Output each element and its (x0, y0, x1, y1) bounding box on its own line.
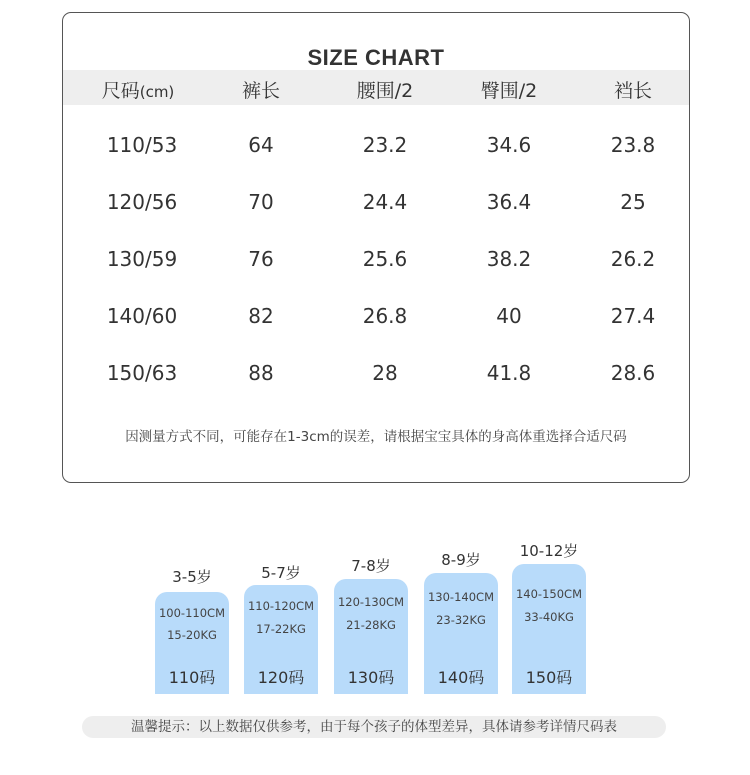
age-weight: 21-28KG (346, 618, 396, 632)
cell-hip: 38.2 (486, 247, 532, 271)
cell-hip: 41.8 (486, 361, 532, 385)
cell-hip: 36.4 (486, 190, 532, 214)
age-label: 3-5岁 (172, 568, 212, 586)
age-guide-item (244, 559, 318, 694)
cell-waist: 25.6 (362, 247, 408, 271)
cell-pants-length: 70 (248, 190, 274, 214)
measurement-note: 因测量方式不同，可能存在1-3cm的误差，请根据宝宝具体的身高体重选择合适尺码 (125, 429, 627, 445)
age-label: 10-12岁 (519, 542, 579, 560)
age-guide-item (155, 562, 229, 694)
age-weight: 15-20KG (167, 628, 217, 642)
age-size-code: 120码 (257, 668, 305, 687)
cell-pants-length: 76 (248, 247, 274, 271)
age-height: 110-120CM (247, 599, 314, 613)
age-height: 140-150CM (515, 587, 582, 601)
table-row (63, 304, 689, 334)
cell-size: 120/56 (106, 190, 178, 214)
cell-waist: 28 (372, 361, 398, 385)
cell-size: 140/60 (106, 304, 178, 328)
cell-size: 130/59 (106, 247, 178, 271)
cell-crotch: 28.6 (610, 361, 656, 385)
age-size-box (334, 579, 408, 694)
header-crotch: 裆长 (613, 80, 653, 102)
table-row (63, 133, 689, 163)
table-row (63, 361, 689, 391)
age-height: 130-140CM (427, 590, 494, 604)
age-size-code: 110码 (168, 668, 216, 687)
cell-waist: 24.4 (362, 190, 408, 214)
size-chart-card (62, 12, 690, 483)
size-chart-title: SIZE CHART (307, 45, 445, 70)
age-weight: 33-40KG (524, 610, 574, 624)
cell-waist: 26.8 (362, 304, 408, 328)
header-size-label: 尺码 (101, 80, 140, 102)
age-size-box (512, 564, 586, 694)
age-label: 5-7岁 (261, 564, 301, 582)
cell-waist: 23.2 (362, 133, 408, 157)
age-size-code: 150码 (525, 668, 573, 687)
age-guide-item (424, 547, 498, 694)
age-label: 7-8岁 (351, 557, 391, 575)
age-guide-item (512, 538, 586, 694)
age-size-box (155, 592, 229, 694)
cell-crotch: 27.4 (610, 304, 656, 328)
age-label: 8-9岁 (441, 551, 481, 569)
tip-banner: 温馨提示：以上数据仅供参考，由于每个孩子的体型差异，具体请参考详情尺码表 (82, 716, 666, 738)
cell-pants-length: 88 (248, 361, 274, 385)
header-waist: 腰围/2 (356, 80, 414, 102)
age-size-box (424, 573, 498, 694)
age-height: 120-130CM (337, 595, 404, 609)
age-weight: 17-22KG (256, 622, 306, 636)
cell-size: 150/63 (106, 361, 178, 385)
header-pants-length: 裤长 (241, 80, 281, 102)
age-weight: 23-32KG (436, 613, 486, 627)
cell-hip: 34.6 (486, 133, 532, 157)
cell-size: 110/53 (106, 133, 178, 157)
cell-pants-length: 82 (248, 304, 274, 328)
size-chart-header (63, 70, 689, 105)
header-size-unit: (cm) (139, 83, 175, 101)
header-hip: 臀围/2 (480, 80, 538, 102)
table-row (63, 190, 689, 220)
cell-pants-length: 64 (248, 133, 274, 157)
header-size (102, 76, 175, 103)
cell-crotch: 25 (620, 190, 646, 214)
cell-hip: 40 (496, 304, 522, 328)
cell-crotch: 23.8 (610, 133, 656, 157)
age-size-code: 140码 (437, 668, 485, 687)
table-row (63, 247, 689, 277)
age-size-box (244, 585, 318, 694)
cell-crotch: 26.2 (610, 247, 656, 271)
age-size-code: 130码 (347, 668, 395, 687)
age-height: 100-110CM (158, 606, 225, 620)
age-guide-item (334, 553, 408, 694)
